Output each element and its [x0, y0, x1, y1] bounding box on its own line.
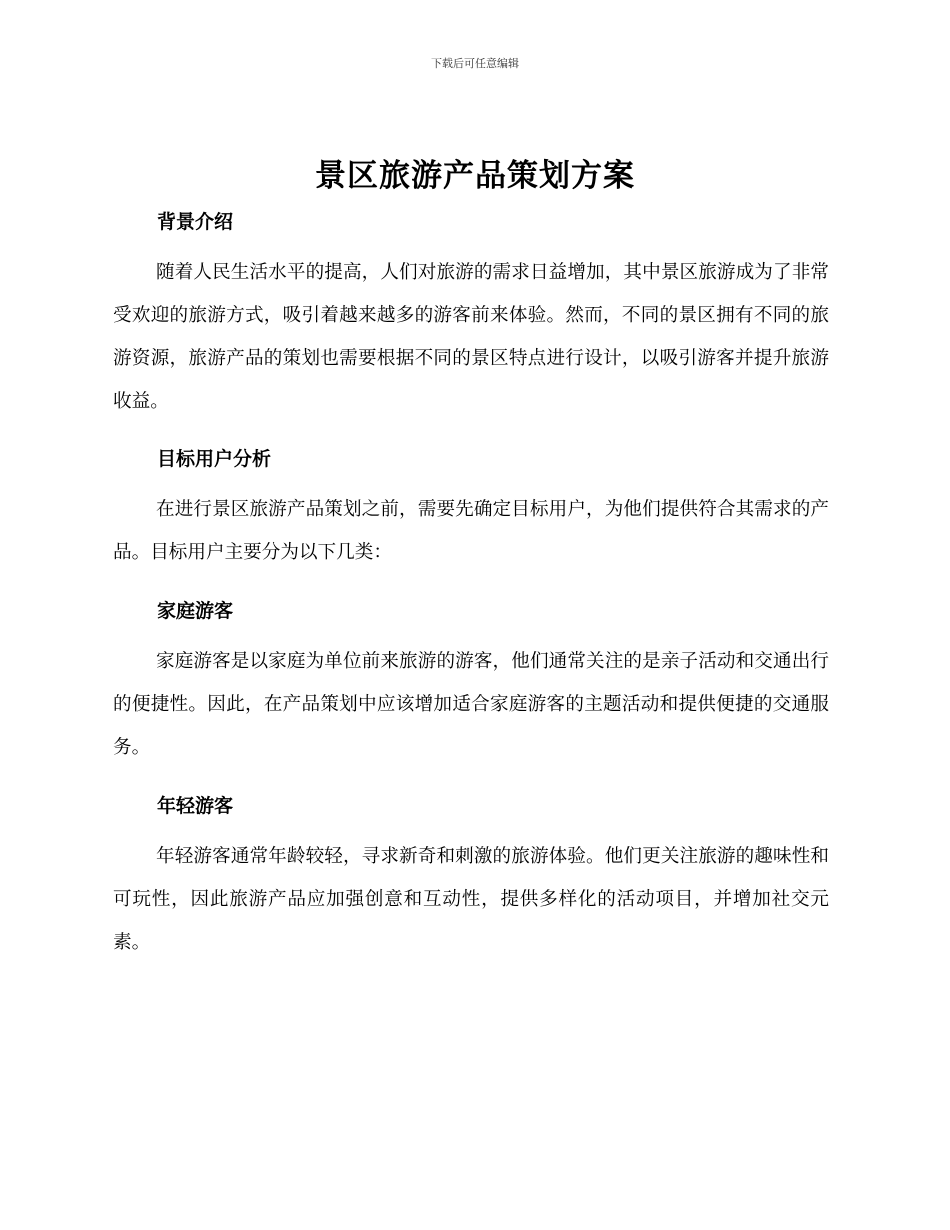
section-paragraph-target-users: 在进行景区旅游产品策划之前，需要先确定目标用户，为他们提供符合其需求的产品。目标用户主要分为以下几类： — [113, 499, 829, 563]
section-heading-background: 背景介绍 — [157, 211, 234, 233]
section-paragraph-family-tourists: 家庭游客是以家庭为单位前来旅游的游客，他们通常关注的是亲子活动和交通出行的便捷性。因此，在产品策划中应该增加适合家庭游客的主题活动和提供便捷的交通服务。 — [113, 651, 829, 758]
section-heading-target-users: 目标用户分析 — [157, 448, 272, 470]
header-note: 下载后可任意编辑 — [431, 57, 519, 70]
section-paragraph-background: 随着人民生活水平的提高，人们对旅游的需求日益增加，其中景区旅游成为了非常受欢迎的旅游方式，吸引着越来越多的游客前来体验。然而，不同的景区拥有不同的旅游资源，旅游产品的策划也需要根据不同的景区特点进行设计，以吸引游客并提升旅游收益。 — [113, 262, 829, 412]
section-heading-young-tourists: 年轻游客 — [157, 795, 234, 817]
section-heading-family-tourists: 家庭游客 — [157, 600, 234, 622]
section-paragraph-young-tourists: 年轻游客通常年龄较轻，寻求新奇和刺激的旅游体验。他们更关注旅游的趣味性和可玩性，因此旅游产品应加强创意和互动性，提供多样化的活动项目，并增加社交元素。 — [113, 846, 829, 953]
document-title: 景区旅游产品策划方案 — [315, 158, 635, 194]
